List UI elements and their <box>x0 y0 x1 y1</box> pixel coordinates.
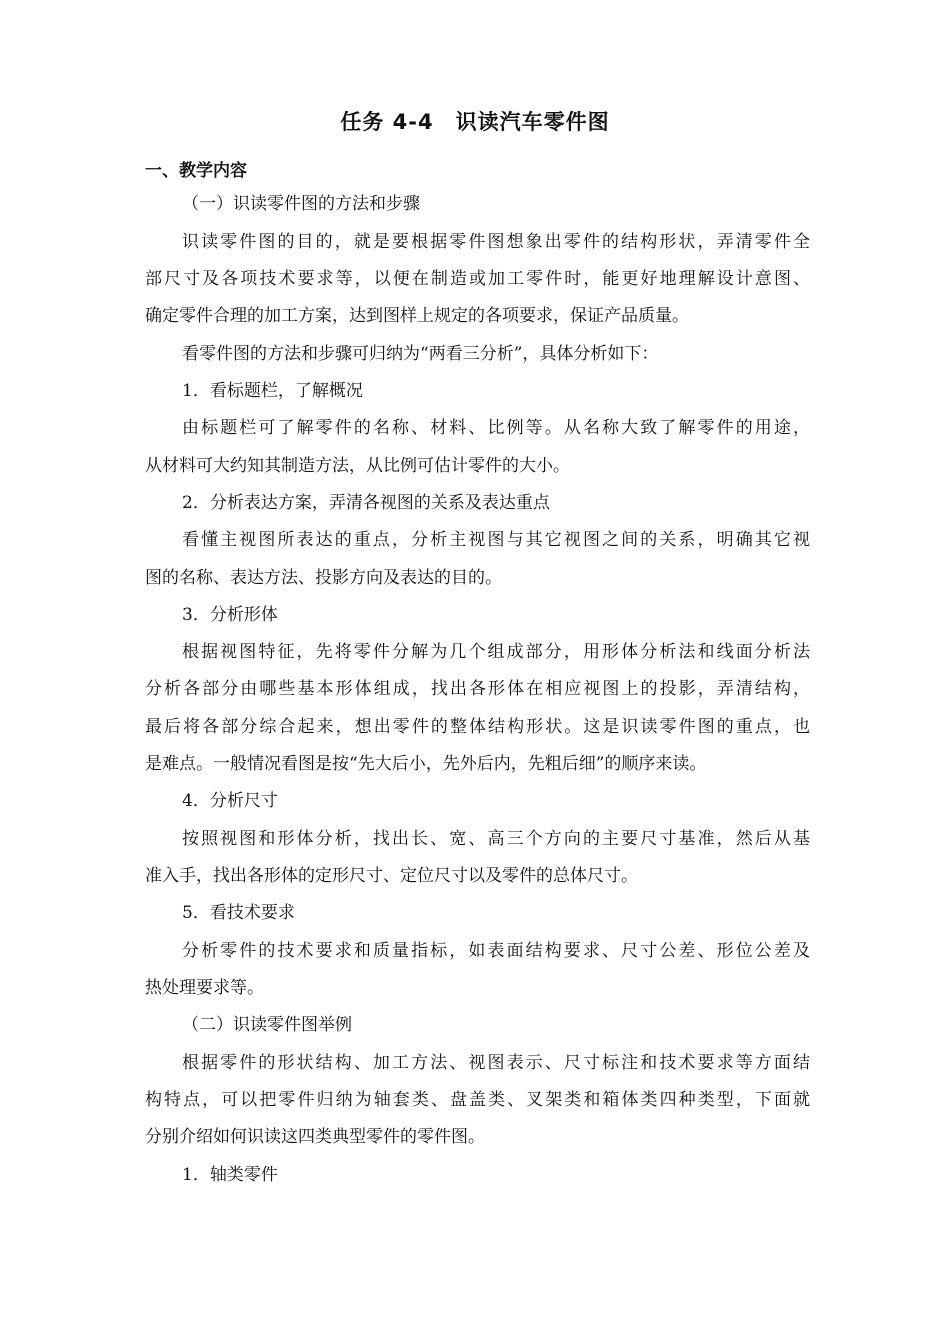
step-heading: 1．看标题栏，了解概况 <box>182 381 363 401</box>
subsection-heading: （一）识读零件图的方法和步骤 <box>182 194 420 214</box>
paragraph-line: 根据零件的形状结构、加工方法、视图表示、尺寸标注和技术要求等方面结 <box>182 1053 810 1073</box>
paragraph-line: 准入手，找出各形体的定形尺寸、定位尺寸以及零件的总体尺寸。 <box>145 866 638 886</box>
step-heading: 5．看技术要求 <box>182 903 295 923</box>
item-heading: 1．轴类零件 <box>182 1165 278 1185</box>
paragraph-line: 根据视图特征，先将零件分解为几个组成部分，用形体分析法和线面分析法 <box>182 642 810 662</box>
page-title: 任务 4-4 识读汽车零件图 <box>340 110 610 134</box>
paragraph-line: 从材料可大约知其制造方法，从比例可估计零件的大小。 <box>145 456 570 476</box>
paragraph-line: 热处理要求等。 <box>145 978 264 998</box>
step-heading: 4．分析尺寸 <box>182 791 278 811</box>
paragraph-line: 由标题栏可了解零件的名称、材料、比例等。从名称大致了解零件的用途， <box>182 418 810 438</box>
paragraph-line: 按照视图和形体分析，找出长、宽、高三个方向的主要尺寸基准，然后从基 <box>182 829 810 849</box>
section-heading: 一、教学内容 <box>145 161 247 181</box>
subsection-heading: （二）识读零件图举例 <box>182 1015 352 1035</box>
paragraph-line: 部尺寸及各项技术要求等，以便在制造或加工零件时，能更好地理解设计意图、 <box>145 269 810 289</box>
paragraph-line: 看零件图的方法和步骤可归纳为“两看三分析”，具体分析如下： <box>182 344 659 364</box>
paragraph-line: 分别介绍如何识读这四类典型零件的零件图。 <box>145 1127 485 1147</box>
paragraph-line: 分析各部分由哪些基本形体组成，找出各形体在相应视图上的投影，弄清结构， <box>145 679 810 699</box>
step-heading: 3．分析形体 <box>182 605 278 625</box>
step-heading: 2．分析表达方案，弄清各视图的关系及表达重点 <box>182 493 550 513</box>
paragraph-line: 是难点。一般情况看图是按“先大后小，先外后内，先粗后细”的顺序来读。 <box>145 754 707 774</box>
paragraph-line: 图的名称、表达方法、投影方向及表达的目的。 <box>145 568 502 588</box>
paragraph-line: 看懂主视图所表达的重点，分析主视图与其它视图之间的关系，明确其它视 <box>182 530 810 550</box>
paragraph-line: 构特点，可以把零件归纳为轴套类、盘盖类、叉架类和箱体类四种类型，下面就 <box>145 1090 810 1110</box>
paragraph-line: 确定零件合理的加工方案，达到图样上规定的各项要求，保证产品质量。 <box>145 306 689 326</box>
paragraph-line: 最后将各部分综合起来，想出零件的整体结构形状。这是识读零件图的重点，也 <box>145 717 810 737</box>
paragraph-line: 分析零件的技术要求和质量指标，如表面结构要求、尺寸公差、形位公差及 <box>182 941 810 961</box>
paragraph-line: 识读零件图的目的，就是要根据零件图想象出零件的结构形状，弄清零件全 <box>182 232 810 252</box>
